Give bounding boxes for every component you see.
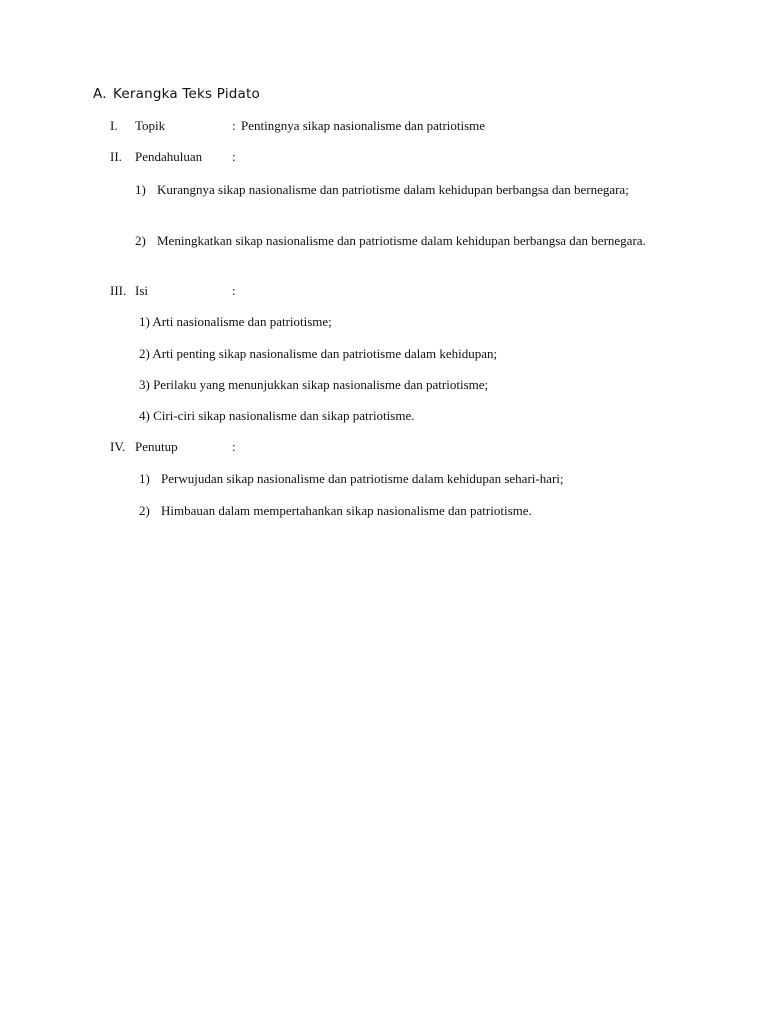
document-heading xyxy=(93,86,260,102)
list-item-text: Perwujudan sikap nasionalisme dan patriotisme dalam kehidupan sehari-hari; xyxy=(161,471,564,486)
list-item: 1) Arti nasionalisme dan patriotisme; xyxy=(139,314,332,329)
section-label: Isi xyxy=(135,283,148,298)
section-number: III. xyxy=(110,283,127,298)
heading-title: Kerangka Teks Pidato xyxy=(113,86,260,102)
list-item-text: Meningkatkan sikap nasionalisme dan patriotisme dalam kehidupan berbangsa dan bernegara. xyxy=(157,233,646,248)
section-label: Penutup xyxy=(135,439,178,454)
list-item: 3) Perilaku yang menunjukkan sikap nasionalisme dan patriotisme; xyxy=(139,377,489,392)
list-item: 2) Arti penting sikap nasionalisme dan patriotisme dalam kehidupan; xyxy=(139,346,498,361)
list-item: 4) Ciri-ciri sikap nasionalisme dan sikap patriotisme. xyxy=(139,408,415,423)
section-colon: : xyxy=(232,149,236,164)
section-number: I. xyxy=(110,118,118,133)
list-item-number: 1) xyxy=(135,182,146,197)
list-item-text: Himbauan dalam mempertahankan sikap nasionalisme dan patriotisme. xyxy=(161,503,532,518)
section-label: Pendahuluan xyxy=(135,149,203,164)
list-item-number: 2) xyxy=(135,233,146,248)
section-colon: : xyxy=(232,118,236,133)
section-number: IV. xyxy=(110,439,126,454)
section-number: II. xyxy=(110,149,122,164)
list-item-number: 2) xyxy=(139,503,150,518)
list-item-number: 1) xyxy=(139,471,150,486)
topik-value: Pentingnya sikap nasionalisme dan patriotisme xyxy=(241,118,486,133)
section-colon: : xyxy=(232,439,236,454)
list-item-text: Kurangnya sikap nasionalisme dan patriotisme dalam kehidupan berbangsa dan bernegara; xyxy=(157,182,629,197)
heading-letter: A. xyxy=(93,86,107,102)
section-label: Topik xyxy=(135,118,166,133)
section-colon: : xyxy=(232,283,236,298)
